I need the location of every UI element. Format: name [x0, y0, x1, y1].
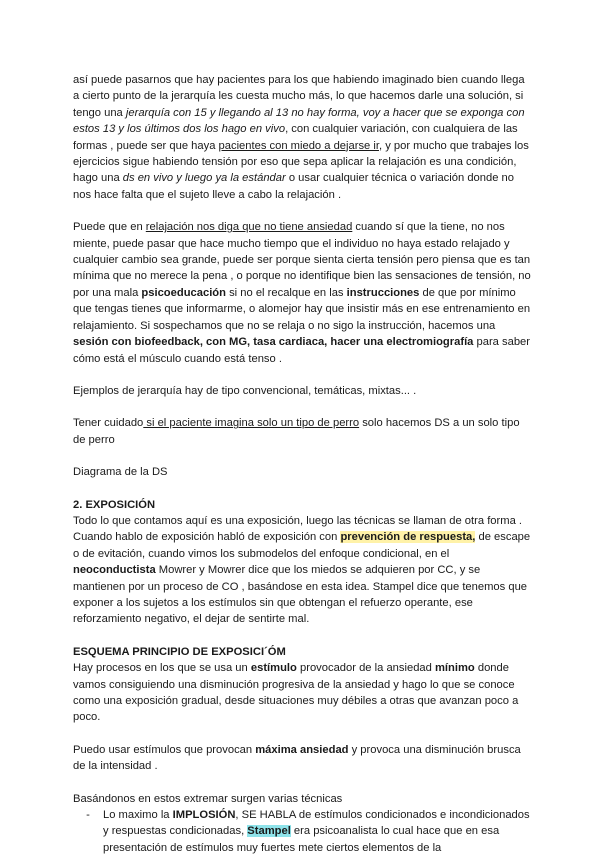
bold-text: psicoeducación	[141, 286, 226, 299]
bold-text: instrucciones	[346, 286, 420, 299]
bold-text: mínimo	[434, 662, 475, 675]
text: , SE HABLA de estímulos condicionados e incondicionados y respuestas condicionadas,	[103, 809, 530, 838]
underlined-text: relajación nos diga que no tiene ansiedad	[145, 221, 353, 234]
bold-text: neoconductista	[73, 564, 156, 577]
bold-text: máxima ansiedad	[255, 743, 349, 756]
list-item-text	[103, 807, 533, 856]
text: provocador de la ansiedad	[296, 662, 435, 675]
spacer	[73, 399, 533, 415]
text: para saber cómo está el músculo cuando está tenso .	[73, 336, 530, 365]
text: cuando sí que la tiene, no nos miente, puede pasar que hace mucho tiempo que el individuo no haya estado relajado y cualquier cambio sea grande, puede ser porque sienta cierta tensión pero piensa que es tan mínima que no merece la pena , o porque no identifique bien las sensaciones de tensión, no por una mala	[73, 221, 531, 299]
spacer	[73, 203, 533, 219]
underlined-text: pacientes con miedo a dejarse ir	[218, 139, 379, 152]
text: , con cualquier variación, con cualquiera de las formas , puede ser que haya	[73, 123, 518, 152]
paragraph-exposicion	[73, 513, 533, 628]
text: de que por mínimo que tengas tienes que informarme, o alomejor hay que insistir más en ese entrenamiento en relajamiento. Si sospechamos que no se relaja o no sigo la instrucción, hacemos una	[73, 286, 531, 332]
italic-text: jerarquía con 15 y llegando al 13 no hay forma, voy a hacer que se exponga con estos 13 y los últimos dos los hago en vivo	[73, 106, 525, 136]
text: o usar cualquier técnica o variación donde no nos hace falta que el sujeto lleve a cabo la relajación .	[73, 172, 514, 201]
spacer	[73, 367, 533, 383]
text: solo hacemos DS a un solo tipo de perro	[73, 417, 520, 446]
paragraph-careful-note	[73, 415, 533, 448]
text: donde vamos consiguiendo una disminución progresiva de la ansiedad y hago lo que se conoce como una exposición gradual, desde situaciones muy débiles a otras que avanzan poco a poco.	[73, 662, 519, 724]
bold-text: estímulo	[250, 662, 297, 675]
spacer	[73, 775, 533, 791]
text: si no el recalque en las	[225, 286, 347, 299]
italic-text: ds en vivo y luego ya la estándar	[122, 172, 286, 185]
spacer	[73, 481, 533, 497]
text: y provoca una disminución brusca de la intensidad .	[73, 743, 521, 773]
paragraph-hierarchy-examples: Ejemplos de jerarquía hay de tipo convencional, temáticas, mixtas... .	[73, 384, 417, 397]
underlined-text: si el paciente imagina solo un tipo de perro	[143, 417, 360, 430]
text: Tener cuidado	[73, 417, 144, 430]
text: Hay procesos en los que se usa un	[73, 662, 251, 675]
document-body	[73, 72, 533, 856]
paragraph-ds-diagram: Diagrama de la DS	[73, 466, 168, 479]
text: Todo lo que contamos aquí es una exposición, luego las técnicas se llaman de otra forma . Cuando hablo de exposición habló de exposición con	[73, 514, 523, 544]
spacer	[73, 628, 533, 644]
text: era psicoanalista lo cual hace que en esa presentación de estímulos muy fuertes mete ciertos elementos de la	[103, 825, 500, 854]
text: Lo maximo la	[103, 809, 173, 822]
bold-text: IMPLOSIÓN	[172, 809, 236, 822]
bold-text: sesión con biofeedback, con MG, tasa cardiaca, hacer una electromiografía	[73, 336, 474, 349]
text: Mowrer y Mowrer dice que los miedos se adquieren por CC, y se mantienen por un proceso de CO , basándose en esta idea. Stampel dice que tenemos que exponer a los sujetos a los estímulos sin que obtengan el refuerzo operante, ese reforzamiento negativo, el dejar de sentirte mal.	[73, 564, 528, 626]
paragraph-hierarchy-solution	[73, 72, 533, 203]
bullet-dash: -	[86, 809, 90, 822]
text: Puede que en	[73, 221, 146, 234]
text: de escape o de evitación, cuando vimos los submodelos del enfoque condicional, en el	[73, 531, 531, 560]
text: así puede pasarnos que hay pacientes para los que habiendo imaginado bien cuando llega a cierto punto de la jerarquía les cuesta mucho más, lo que hacemos darle una solución, si tengo una	[73, 74, 525, 119]
list-item-implosion	[73, 807, 533, 856]
paragraph-esquema	[73, 660, 533, 726]
text: Puedo usar estímulos que provocan	[73, 743, 256, 756]
highlighted-bold-text: prevención de respuesta,	[340, 531, 476, 544]
paragraph-relaxation	[73, 219, 533, 367]
text: , y por mucho que trabajes los ejercicios sigue habiendo tensión por eso que sepa aplicar la relajación es una condición, hago una	[73, 139, 529, 185]
spacer	[73, 448, 533, 464]
paragraph-techniques-intro: Basándonos en estos extremar surgen varias técnicas	[73, 792, 343, 805]
spacer	[73, 726, 533, 742]
highlighted-bold-text: Stampel	[247, 825, 291, 838]
section-heading-exposicion: 2. EXPOSICIÓN	[73, 498, 156, 511]
section-heading-esquema: ESQUEMA PRINCIPIO DE EXPOSICI´ÓM	[73, 645, 286, 658]
paragraph-maximum-anxiety	[73, 742, 533, 775]
